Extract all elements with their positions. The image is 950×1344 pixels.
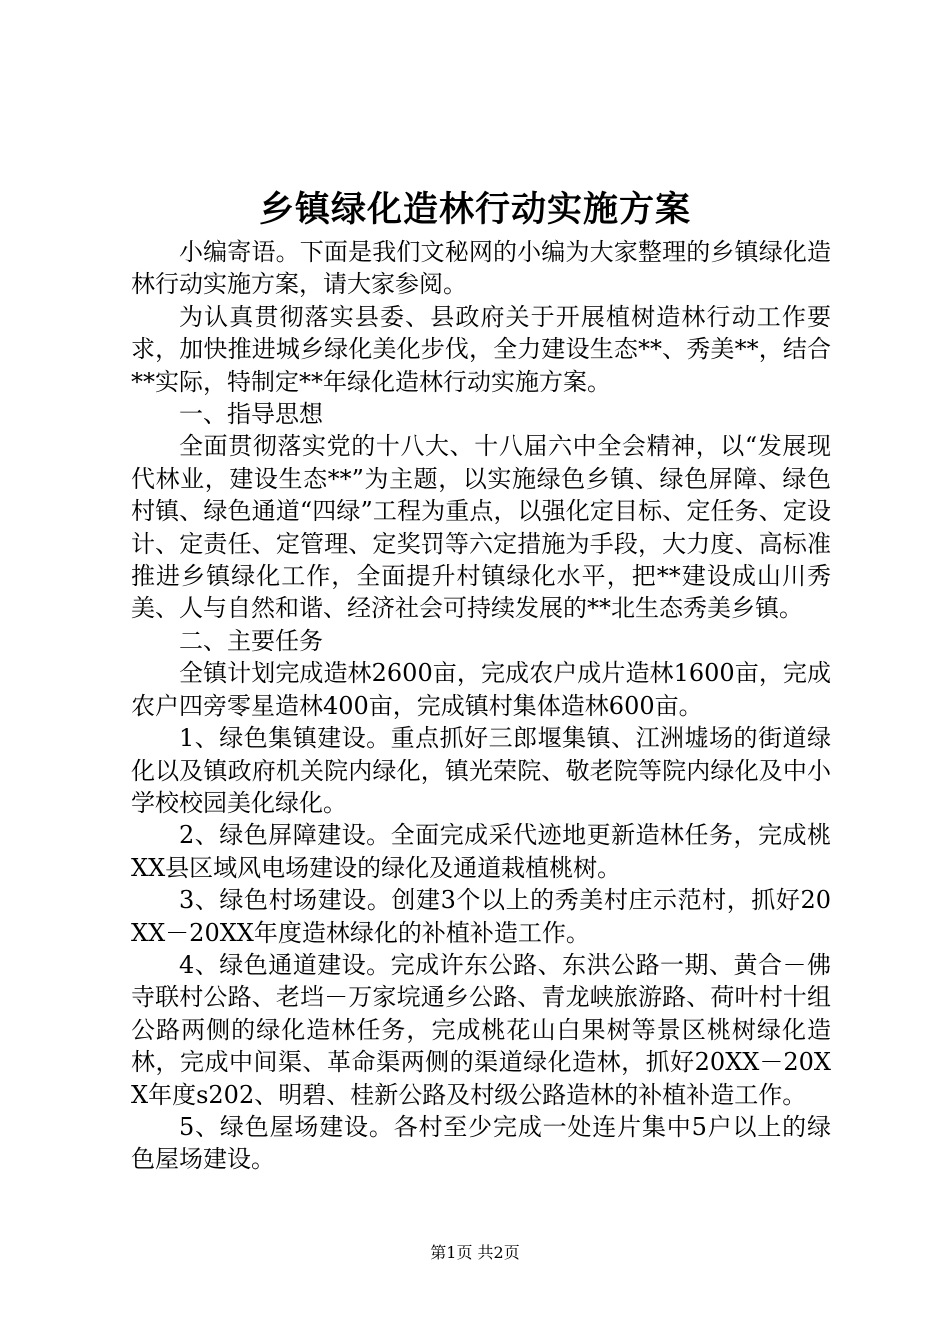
paragraph-task-5: 5、绿色屋场建设。各村至少完成一处连片集中5户以上的绿色屋场建设。 <box>131 1112 831 1174</box>
paragraph-guiding-thought: 全面贯彻落实党的十八大、十八届六中全会精神，以“发展现代林业，建设生态**”为主题，以实施绿色乡镇、绿色屏障、绿色村镇、绿色通道“四绿”工程为重点，以强化定目标、定任务、定设计、定责任、定管理、定奖罚等六定措施为手段，大力度、高标准推进乡镇绿化工作，全面提升村镇绿化水平，把**建设成山川秀美、人与自然和谐、经济社会可持续发展的**北生态秀美乡镇。 <box>131 432 831 623</box>
paragraph-task-2: 2、绿色屏障建设。全面完成采代迹地更新造林任务，完成桃XX县区域风电场建设的绿化及通道栽植桃树。 <box>131 821 831 882</box>
document-title: 乡镇绿化造林行动实施方案 <box>258 189 691 230</box>
paragraph-task-3: 3、绿色村场建设。创建3个以上的秀美村庄示范村，抓好20XX－20XX年度造林绿化的补植补造工作。 <box>131 886 831 947</box>
paragraph-purpose: 为认真贯彻落实县委、县政府关于开展植树造林行动工作要求，加快推进城乡绿化美化步伐，全力建设生态**、秀美**，结合**实际，特制定**年绿化造林行动实施方案。 <box>131 302 831 396</box>
page-number-footer: 第1页 共2页 <box>430 1243 520 1262</box>
section-heading-guiding-thought: 一、指导思想 <box>179 400 323 429</box>
paragraph-plan-summary: 全镇计划完成造林2600亩，完成农户成片造林1600亩，完成农户四旁零星造林400亩，完成镇村集体造林600亩。 <box>131 659 831 720</box>
paragraph-task-1: 1、绿色集镇建设。重点抓好三郎堰集镇、江洲墟场的街道绿化以及镇政府机关院内绿化，镇光荣院、敬老院等院内绿化及中小学校校园美化绿化。 <box>131 724 831 817</box>
paragraph-intro: 小编寄语。下面是我们文秘网的小编为大家整理的乡镇绿化造林行动实施方案，请大家参阅。 <box>131 238 831 299</box>
section-heading-main-tasks: 二、主要任务 <box>179 626 323 655</box>
paragraph-task-4: 4、绿色通道建设。完成许东公路、东洪公路一期、黄合－佛寺联村公路、老垱－万家垸通乡公路、青龙峡旅游路、荷叶村十组公路两侧的绿化造林任务，完成桃花山白果树等景区桃树绿化造林，完成中间渠、革命渠两侧的渠道绿化造林，抓好20XX－20XX年度s202、明碧、桂新公路及村级公路造林的补植补造工作。 <box>131 950 831 1109</box>
document-body <box>131 236 831 1176</box>
